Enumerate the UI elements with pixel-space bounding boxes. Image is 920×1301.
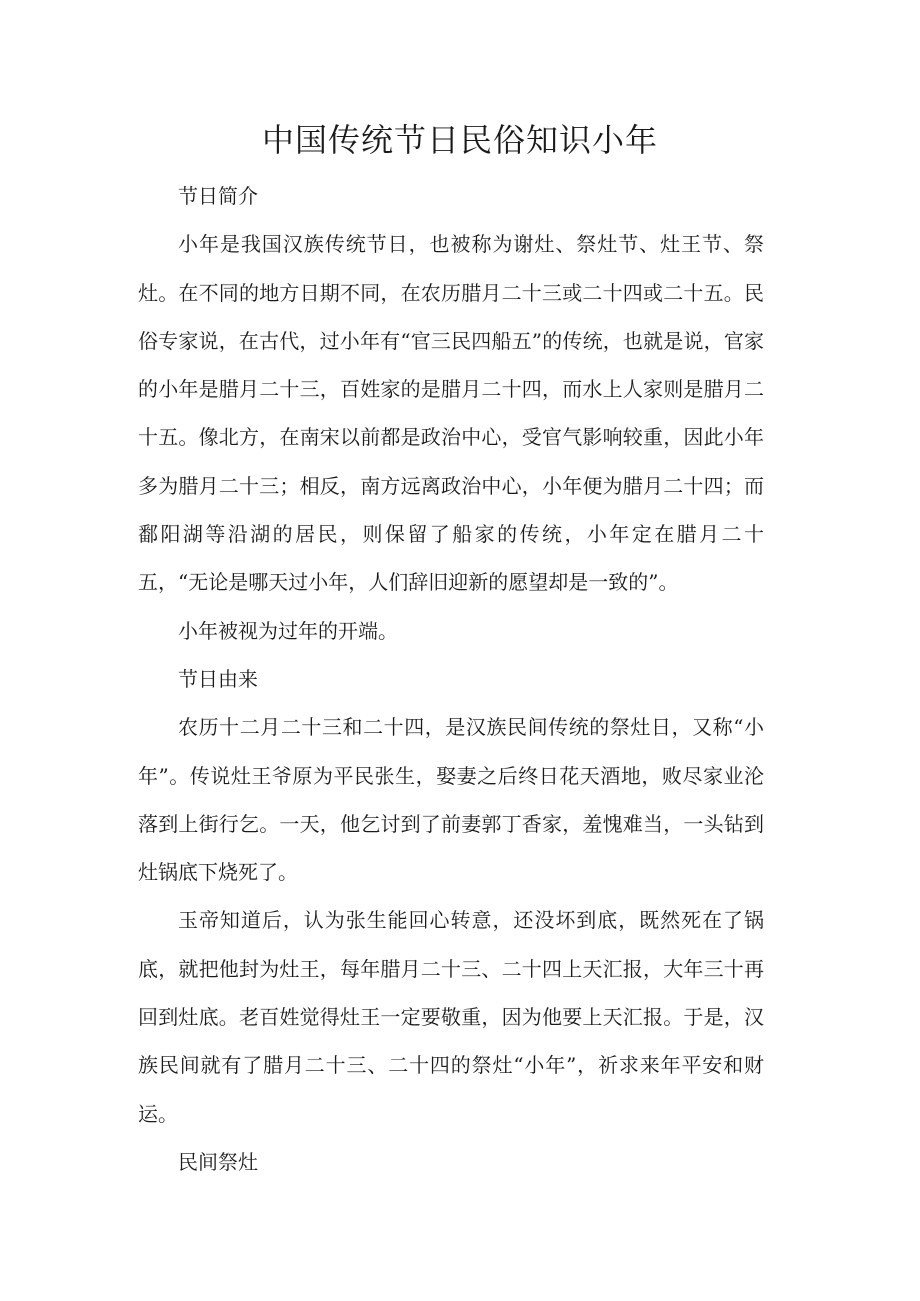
paragraph-origin-emperor: 玉帝知道后，认为张生能回心转意，还没坏到底，既然死在了锅底，就把他封为灶王，每年腊月二十三、二十四上天汇报，大年三十再回到灶底。老百姓觉得灶王一定要敬重，因为他要上天汇报。于是，汉族民间就有了腊月二十三、二十四的祭灶“小年”，祈求来年平安和财运。 xyxy=(138,908,764,1126)
section-heading-folk-worship: 民间祭灶 xyxy=(178,1149,258,1174)
document-body xyxy=(138,172,764,1186)
section-heading-intro: 节日简介 xyxy=(178,184,258,208)
paragraph-beginning: 小年被视为过年的开端。 xyxy=(178,618,398,643)
document-title: 中国传统节日民俗知识小年 xyxy=(261,121,658,159)
paragraph-origin-legend: 农历十二月二十三和二十四，是汉族民间传统的祭灶日，又称“小年”。传说灶王爷原为平民张生，娶妻之后终日花天酒地，败尽家业沦落到上街行乞。一天，他乞讨到了前妻郭丁香家，羞愧难当，一头钻到灶锅底下烧死了。 xyxy=(138,715,764,885)
section-heading-origin: 节日由来 xyxy=(178,666,258,691)
paragraph-intro: 小年是我国汉族传统节日，也被称为谢灶、祭灶节、灶王节、祭灶。在不同的地方日期不同，在农历腊月二十三或二十四或二十五。民俗专家说，在古代，过小年有“官三民四船五”的传统，也就是说，官家的小年是腊月二十三，百姓家的是腊月二十四，而水上人家则是腊月二十五。像北方，在南宋以前都是政治中心，受官气影响较重，因此小年多为腊月二十三；相反，南方远离政治中心，小年便为腊月二十四；而鄱阳湖等沿湖的居民，则保留了船家的传统，小年定在腊月二十五，“无论是哪天过小年，人们辞旧迎新的愿望却是一致的”。 xyxy=(138,232,764,595)
